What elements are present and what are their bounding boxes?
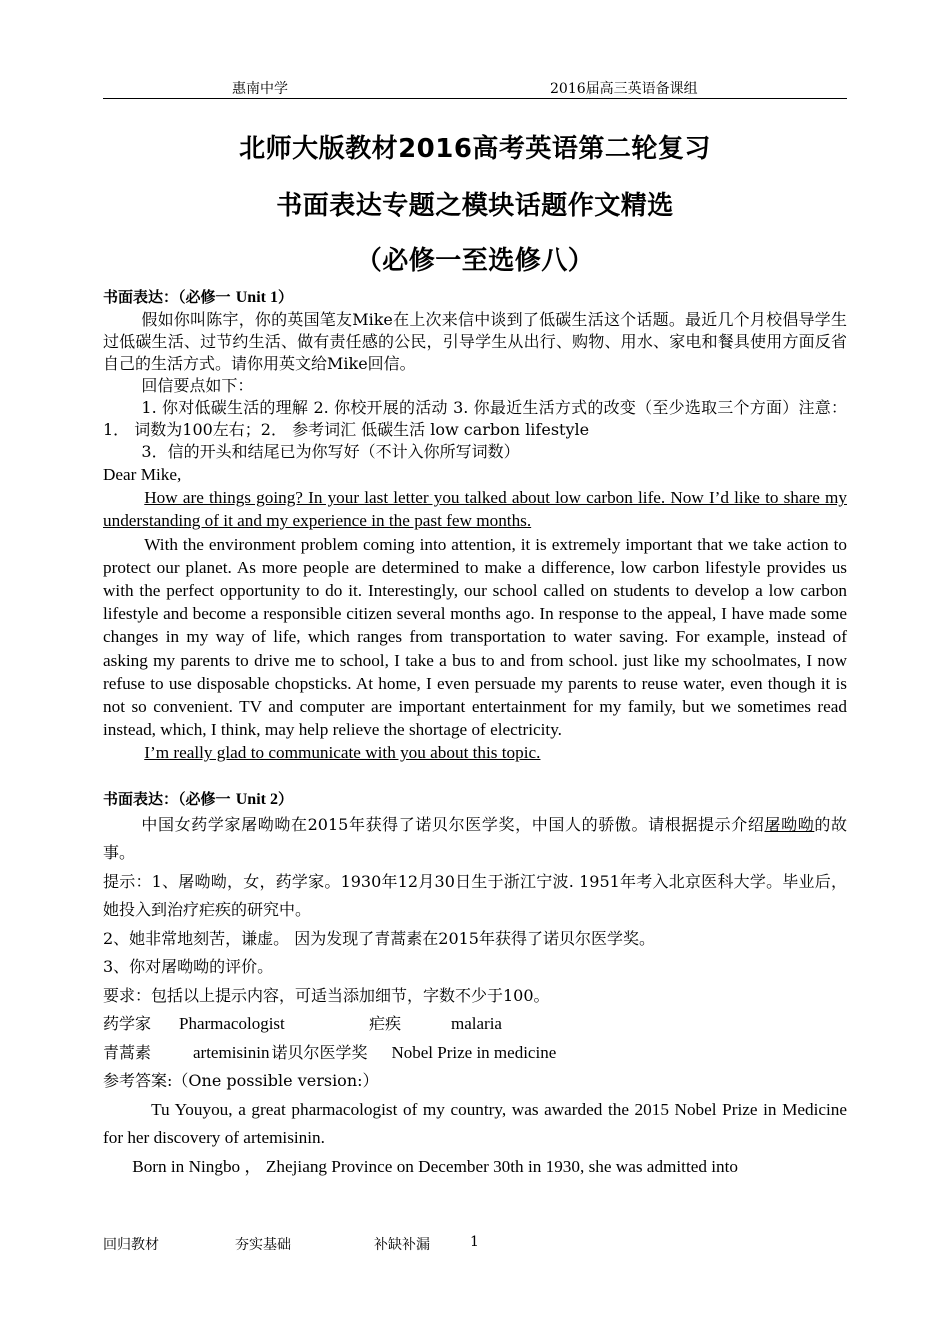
section2-prompt-b: 的故事。 (103, 814, 847, 863)
section2-prompt-name: 屠呦呦 (764, 814, 815, 834)
section1-prompt: 假如你叫陈宇，你的英国笔友Mike在上次来信中谈到了低碳生活这个话题。最近几个月校倡导学生过低碳生活、过节约生活、做有责任感的公民，引导学生从出行、购物、用水、家电和餐具使用方面反省自己的生活方式。请你用英文给Mike回信。 (103, 310, 847, 373)
section1-note3: 3．信的开头和结尾已为你写好（不计入你所写词数） (141, 442, 520, 461)
section2-hint2: 2、她非常地刻苦，谦虚。 因为发现了青蒿素在2015年获得了诺贝尔医学奖。 (103, 928, 655, 948)
section2-heading (103, 788, 847, 811)
vocab1-cn: 药学家 (103, 1014, 152, 1034)
footer-item-3: 补缺补漏 (374, 1237, 430, 1253)
section2-heading-prefix: 书面表达：（必修一 (103, 789, 231, 808)
section2-hint1: 提示：1、屠呦呦，女，药学家。1930年12月30日生于浙江宁波. 1951年考入北京医科大学。毕业后，她投入到治疗疟疾的研究中。 (103, 871, 847, 920)
vocab3-cn: 青蒿素 (103, 1042, 152, 1062)
vocab4-en: Nobel Prize in medicine (391, 1042, 557, 1062)
letter-greeting: Dear Mike, (103, 465, 182, 484)
vocab-row-1 (103, 1010, 847, 1039)
vocab3-en: artemisinin (193, 1042, 270, 1062)
section2-prompt-a: 中国女药学家屠呦呦在2015年获得了诺贝尔医学奖，中国人的骄傲。请根据提示介绍 (141, 814, 765, 834)
vocab2-en: malaria (451, 1014, 502, 1034)
vocab-row-2 (103, 1039, 847, 1068)
title-line-3: （必修一至选修八） (355, 246, 595, 276)
answer-label: 参考答案:（One possible version:） (103, 1071, 379, 1091)
footer-item-1: 回归教材 (103, 1237, 159, 1253)
section1-heading-unit: Unit 1 (235, 289, 278, 306)
vocab4-cn: 诺贝尔医学奖 (271, 1042, 368, 1062)
section2-heading-suffix: ） (277, 789, 293, 808)
vocab2-cn: 疟疾 (369, 1014, 402, 1034)
answer-paragraph-2: Born in Ningbo ， Zhejiang Province on December 30th in 1930, she was admitted into (132, 1156, 738, 1176)
section2-requirement: 要求：包括以上提示内容，可适当添加细节，字数不少于100。 (103, 985, 550, 1005)
page-header (103, 76, 847, 99)
section1-points-title: 回信要点如下： (141, 376, 254, 395)
letter-body: With the environment problem coming into attention, it is extremely important that we take action to protect our planet. As more people are determined to make a difference, low carbon lifestyle provides us with the perfect opportunity to do it. Interestingly, our school called on students to develop a low carbon lifestyle and become a responsible citizen several months ago. In response to the appeal, I have made some changes in my way of life, which ranges from transportation to water saving. For example, instead of asking my parents to drive me to school, I take a bus to and from school. just like my schoolmates, I now refuse to use disposable chopsticks. At home, I even persuade my parents to reuse water, even though it is not so convenient. TV and computer are important entertainment for my family, but we sometimes read instead, which, I think, may help relieve the shortage of electricity. (103, 534, 847, 740)
section1-heading-prefix: 书面表达：（必修一 (103, 288, 231, 306)
letter-opening: How are things going? In your last letter you talked about low carbon life. Now I’d like to share my understanding of it and my experience in the past few months. (103, 488, 847, 531)
section2-heading-unit: Unit 2 (235, 790, 278, 808)
title-line-1: 北师大版教材2016高考英语第二轮复习 (239, 134, 711, 164)
title-line-2: 书面表达专题之模块话题作文精选 (276, 191, 674, 221)
answer-paragraph-1: Tu Youyou, a great pharmacologist of my country, was awarded the 2015 Nobel Prize in Medicine for her discovery of artemisinin. (103, 1099, 847, 1148)
header-group: 2016届高三英语备课组 (550, 81, 698, 97)
section1-points: 1. 你对低碳生活的理解 2. 你校开展的活动 3. 你最近生活方式的改变（至少选取三个方面）注意：1． 词数为100左右；2． 参考词汇 低碳生活 low carbon lifestyle (103, 398, 847, 439)
page-number: 1 (470, 1234, 479, 1250)
vocab1-en: Pharmacologist (179, 1014, 285, 1034)
footer-item-2: 夯实基础 (235, 1237, 291, 1253)
section2-prompt (103, 811, 847, 868)
document-body (103, 286, 847, 1181)
section1-heading-suffix: ） (277, 288, 293, 306)
letter-closing: I’m really glad to communicate with you about this topic. (144, 743, 541, 763)
section1-heading (103, 286, 847, 309)
header-school: 惠南中学 (232, 81, 288, 97)
section2-hint3: 3、你对屠呦呦的评价。 (103, 957, 274, 977)
